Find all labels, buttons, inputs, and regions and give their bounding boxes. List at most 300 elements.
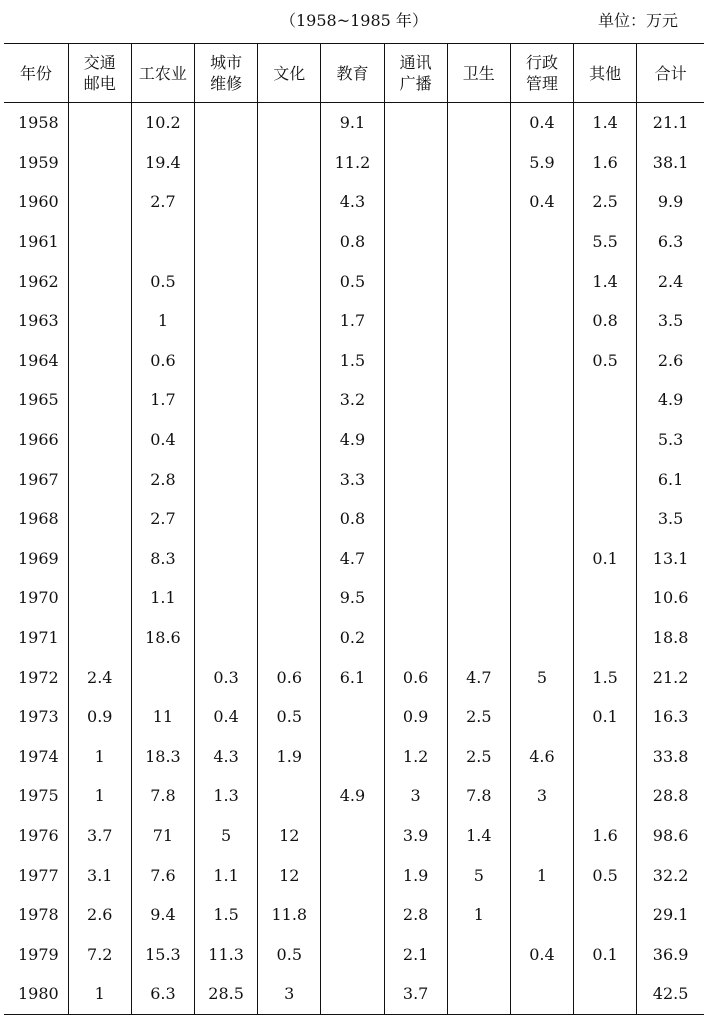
value-cell [195,539,258,579]
value-cell: 3.9 [384,816,447,856]
value-cell [510,499,573,539]
value-cell [258,103,321,143]
value-cell [321,737,384,777]
value-cell: 3 [258,974,321,1014]
value-cell [195,380,258,420]
value-cell: 1.5 [195,895,258,935]
table-row [4,341,704,381]
value-cell: 7.2 [68,934,131,974]
value-cell: 4.7 [321,539,384,579]
table-header [4,44,704,103]
value-cell: 36.9 [637,934,704,974]
value-cell [321,934,384,974]
value-cell [321,816,384,856]
value-cell: 2.5 [574,182,637,222]
value-cell: 6.3 [131,974,194,1014]
value-cell [447,420,510,460]
value-cell: 3.5 [637,301,704,341]
column-header [447,44,510,103]
value-cell [574,974,637,1014]
year-cell: 1968 [4,499,68,539]
table-row [4,816,704,856]
value-cell [68,103,131,143]
column-header-text: 行政 [525,53,558,72]
value-cell: 0.4 [510,182,573,222]
column-header [131,44,194,103]
value-cell [258,459,321,499]
value-cell: 5.3 [637,420,704,460]
value-cell: 33.8 [637,737,704,777]
value-cell: 0.9 [384,697,447,737]
value-cell [384,578,447,618]
value-cell: 11 [131,697,194,737]
value-cell [258,539,321,579]
value-cell [258,499,321,539]
value-cell [510,816,573,856]
value-cell [574,459,637,499]
value-cell [258,182,321,222]
value-cell [384,499,447,539]
value-cell: 71 [131,816,194,856]
value-cell: 4.3 [321,182,384,222]
table-row [4,776,704,816]
value-cell: 1.4 [574,103,637,143]
investment-table [4,43,704,1015]
value-cell [447,934,510,974]
value-cell [195,103,258,143]
year-cell: 1980 [4,974,68,1014]
value-cell: 4.9 [637,380,704,420]
column-header-text: 管理 [525,74,558,93]
value-cell: 3 [510,776,573,816]
value-cell [68,182,131,222]
value-cell: 0.1 [574,539,637,579]
value-cell [321,697,384,737]
value-cell: 0.5 [258,934,321,974]
value-cell [574,380,637,420]
year-cell: 1970 [4,578,68,618]
value-cell: 18.6 [131,618,194,658]
value-cell [195,420,258,460]
value-cell: 0.6 [384,657,447,697]
table-body [4,103,704,1015]
column-header [574,44,637,103]
column-header-text: 卫生 [462,63,495,83]
year-cell: 1975 [4,776,68,816]
value-cell: 0.6 [258,657,321,697]
value-cell: 0.5 [574,341,637,381]
column-header-text: 其他 [589,63,622,83]
value-cell [447,380,510,420]
value-cell: 1.6 [574,143,637,183]
year-cell: 1959 [4,143,68,183]
value-cell: 15.3 [131,934,194,974]
value-cell: 0.4 [510,934,573,974]
value-cell: 4.9 [321,420,384,460]
year-cell: 1966 [4,420,68,460]
value-cell [384,143,447,183]
value-cell [258,380,321,420]
value-cell: 4.7 [447,657,510,697]
value-cell: 2.4 [68,657,131,697]
value-cell [321,855,384,895]
value-cell [574,499,637,539]
column-header-text: 邮电 [83,74,116,93]
column-header-text: 交通 [83,53,116,72]
column-header-text: 工农业 [138,63,187,83]
column-header [195,44,258,103]
year-cell: 1962 [4,261,68,301]
value-cell [510,539,573,579]
value-cell [510,222,573,262]
table-row [4,578,704,618]
value-cell: 0.4 [131,420,194,460]
value-cell: 1 [447,895,510,935]
value-cell [68,618,131,658]
value-cell: 13.1 [637,539,704,579]
year-cell: 1976 [4,816,68,856]
value-cell: 28.8 [637,776,704,816]
value-cell: 7.8 [131,776,194,816]
table-row [4,855,704,895]
value-cell: 3 [384,776,447,816]
value-cell [195,341,258,381]
value-cell: 0.5 [131,261,194,301]
value-cell [384,261,447,301]
value-cell [447,103,510,143]
value-cell: 19.4 [131,143,194,183]
value-cell [258,578,321,618]
value-cell [447,301,510,341]
value-cell [68,341,131,381]
value-cell [510,341,573,381]
value-cell: 98.6 [637,816,704,856]
value-cell: 1 [68,737,131,777]
value-cell [384,380,447,420]
value-cell [447,222,510,262]
value-cell [447,618,510,658]
value-cell: 0.5 [258,697,321,737]
value-cell [131,657,194,697]
value-cell [447,459,510,499]
value-cell: 1.7 [321,301,384,341]
value-cell [258,261,321,301]
value-cell [510,459,573,499]
value-cell [574,776,637,816]
value-cell [68,459,131,499]
value-cell [384,103,447,143]
value-cell: 7.8 [447,776,510,816]
column-header [321,44,384,103]
year-cell: 1965 [4,380,68,420]
value-cell [195,182,258,222]
value-cell: 11.2 [321,143,384,183]
year-cell: 1974 [4,737,68,777]
value-cell: 7.6 [131,855,194,895]
column-header-text: 年份 [19,63,52,83]
value-cell: 0.6 [131,341,194,381]
value-cell: 2.6 [637,341,704,381]
value-cell [258,341,321,381]
value-cell: 2.5 [447,737,510,777]
year-cell: 1973 [4,697,68,737]
header-row [4,44,704,103]
table-row [4,261,704,301]
table-row [4,697,704,737]
value-cell [195,578,258,618]
value-cell [68,222,131,262]
value-cell [258,143,321,183]
value-cell: 1.2 [384,737,447,777]
value-cell: 16.3 [637,697,704,737]
value-cell: 2.8 [384,895,447,935]
value-cell: 0.1 [574,934,637,974]
value-cell [321,895,384,935]
value-cell: 2.8 [131,459,194,499]
value-cell [68,499,131,539]
value-cell: 5 [195,816,258,856]
value-cell: 1.4 [447,816,510,856]
value-cell: 2.6 [68,895,131,935]
value-cell: 0.9 [68,697,131,737]
value-cell [510,974,573,1014]
table-row [4,737,704,777]
value-cell: 6.3 [637,222,704,262]
value-cell: 3.7 [68,816,131,856]
value-cell: 12 [258,816,321,856]
value-cell [68,539,131,579]
table-row [4,222,704,262]
value-cell [447,341,510,381]
value-cell [195,499,258,539]
value-cell [447,182,510,222]
value-cell [258,420,321,460]
year-cell: 1958 [4,103,68,143]
value-cell: 8.3 [131,539,194,579]
column-header-text: 城市 [210,53,243,72]
value-cell [447,578,510,618]
value-cell [195,222,258,262]
value-cell [574,420,637,460]
value-cell: 5.9 [510,143,573,183]
value-cell: 6.1 [637,459,704,499]
value-cell [510,380,573,420]
table-row [4,974,704,1014]
value-cell [68,261,131,301]
value-cell: 9.4 [131,895,194,935]
value-cell: 3.1 [68,855,131,895]
table-row [4,143,704,183]
value-cell: 2.7 [131,182,194,222]
value-cell [131,222,194,262]
value-cell: 0.8 [321,222,384,262]
value-cell: 4.9 [321,776,384,816]
value-cell [384,301,447,341]
value-cell [574,618,637,658]
column-header [384,44,447,103]
value-cell: 1 [510,855,573,895]
value-cell [384,420,447,460]
value-cell [195,618,258,658]
value-cell [384,459,447,499]
value-cell: 12 [258,855,321,895]
value-cell: 9.9 [637,182,704,222]
value-cell: 0.8 [321,499,384,539]
value-cell [68,143,131,183]
value-cell: 21.2 [637,657,704,697]
value-cell [510,578,573,618]
value-cell [258,222,321,262]
value-cell: 1 [68,776,131,816]
value-cell: 1.6 [574,816,637,856]
value-cell: 11.3 [195,934,258,974]
value-cell: 3.5 [637,499,704,539]
value-cell: 42.5 [637,974,704,1014]
table-row [4,539,704,579]
value-cell: 18.8 [637,618,704,658]
table-row [4,182,704,222]
value-cell [510,301,573,341]
value-cell: 0.5 [321,261,384,301]
value-cell: 4.6 [510,737,573,777]
value-cell [384,618,447,658]
value-cell: 1 [68,974,131,1014]
year-cell: 1978 [4,895,68,935]
table-row [4,103,704,143]
value-cell: 10.6 [637,578,704,618]
column-header [258,44,321,103]
value-cell [384,182,447,222]
year-cell: 1967 [4,459,68,499]
column-header-text: 通讯 [399,53,432,72]
value-cell [574,578,637,618]
value-cell: 0.4 [510,103,573,143]
value-cell: 1.7 [131,380,194,420]
value-cell: 0.3 [195,657,258,697]
value-cell: 5.5 [574,222,637,262]
year-range-label: （1958~1985 年） [280,11,428,30]
table-row [4,895,704,935]
value-cell: 2.4 [637,261,704,301]
value-cell: 29.1 [637,895,704,935]
value-cell [68,420,131,460]
column-header-text: 教育 [336,63,369,83]
value-cell: 18.3 [131,737,194,777]
value-cell [258,776,321,816]
value-cell: 3.2 [321,380,384,420]
column-header [4,44,68,103]
value-cell [447,143,510,183]
value-cell: 11.8 [258,895,321,935]
year-cell: 1971 [4,618,68,658]
value-cell: 1.9 [258,737,321,777]
value-cell [447,499,510,539]
value-cell: 28.5 [195,974,258,1014]
table-row [4,301,704,341]
value-cell [384,539,447,579]
value-cell: 1.1 [195,855,258,895]
value-cell [510,618,573,658]
table-row [4,420,704,460]
year-cell: 1964 [4,341,68,381]
value-cell: 1 [131,301,194,341]
value-cell: 0.5 [574,855,637,895]
value-cell [510,697,573,737]
value-cell: 5 [510,657,573,697]
value-cell: 4.3 [195,737,258,777]
value-cell [321,974,384,1014]
value-cell [510,420,573,460]
value-cell: 1.5 [321,341,384,381]
value-cell: 1.5 [574,657,637,697]
value-cell: 6.1 [321,657,384,697]
value-cell: 2.1 [384,934,447,974]
value-cell [68,578,131,618]
value-cell: 3.7 [384,974,447,1014]
value-cell: 3.3 [321,459,384,499]
table-row [4,499,704,539]
value-cell [447,974,510,1014]
value-cell [195,459,258,499]
value-cell [195,301,258,341]
year-cell: 1963 [4,301,68,341]
value-cell [447,539,510,579]
column-header [637,44,704,103]
column-header [510,44,573,103]
year-cell: 1979 [4,934,68,974]
value-cell: 0.8 [574,301,637,341]
value-cell: 10.2 [131,103,194,143]
value-cell [68,380,131,420]
year-cell: 1960 [4,182,68,222]
value-cell: 1.3 [195,776,258,816]
value-cell: 38.1 [637,143,704,183]
value-cell: 0.4 [195,697,258,737]
value-cell [447,261,510,301]
value-cell [574,737,637,777]
value-cell [510,261,573,301]
value-cell: 1.1 [131,578,194,618]
value-cell [195,143,258,183]
value-cell [384,341,447,381]
column-header-text: 文化 [273,63,306,83]
value-cell: 1.9 [384,855,447,895]
column-header [68,44,131,103]
table-row [4,380,704,420]
table-row [4,934,704,974]
value-cell: 1.4 [574,261,637,301]
year-cell: 1969 [4,539,68,579]
value-cell [258,301,321,341]
year-cell: 1972 [4,657,68,697]
value-cell: 2.7 [131,499,194,539]
column-header-text: 合计 [654,63,687,83]
value-cell [510,895,573,935]
value-cell: 2.5 [447,697,510,737]
table-row [4,459,704,499]
value-cell [574,895,637,935]
column-header-text: 维修 [210,74,243,93]
value-cell: 32.2 [637,855,704,895]
value-cell: 21.1 [637,103,704,143]
value-cell: 0.2 [321,618,384,658]
value-cell [384,222,447,262]
value-cell: 5 [447,855,510,895]
value-cell: 9.5 [321,578,384,618]
table-caption [0,6,708,30]
year-cell: 1977 [4,855,68,895]
value-cell [68,301,131,341]
